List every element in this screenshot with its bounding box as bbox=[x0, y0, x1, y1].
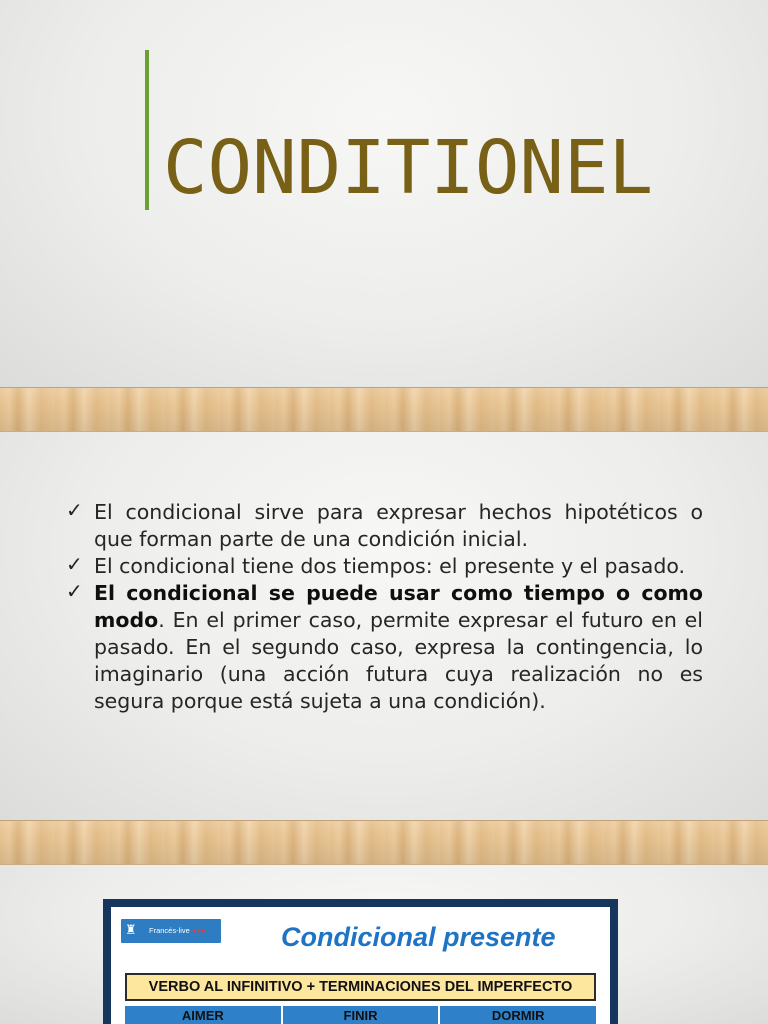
bullet-text: El condicional sirve para expresar hechos hipotéticos o que forman parte de una condición inicial. bbox=[94, 500, 703, 551]
conditional-table-image bbox=[103, 899, 618, 1024]
verb-header-row bbox=[125, 1006, 596, 1024]
verb-header: DORMIR bbox=[440, 1006, 596, 1024]
checkmark-icon: ✓ bbox=[66, 552, 83, 576]
slide-title-text: CONDITIONEL bbox=[163, 125, 654, 211]
bullet-item bbox=[66, 499, 703, 553]
frances-live-logo bbox=[121, 919, 221, 943]
bullet-item bbox=[66, 553, 703, 580]
slide-image bbox=[0, 865, 768, 1024]
bullet-item bbox=[66, 580, 703, 715]
title-accent-bar bbox=[145, 50, 149, 210]
image-canvas bbox=[111, 907, 610, 1024]
bullet-text: . En el primer caso, permite expresar el futuro en el pasado. En el segundo caso, expresa la contingencia, lo imaginario (una acción futura cuya realización no es segura porque está sujeta a una condición). bbox=[94, 608, 703, 713]
slide-bullets bbox=[0, 432, 768, 820]
image-title: Condicional presente bbox=[281, 922, 556, 952]
wood-divider bbox=[0, 387, 768, 432]
slide-title bbox=[0, 0, 768, 387]
verb-header: FINIR bbox=[283, 1006, 441, 1024]
verb-header: AIMER bbox=[125, 1006, 283, 1024]
bullet-text: El condicional tiene dos tiempos: el presente y el pasado. bbox=[94, 554, 686, 578]
logo-text: Francés-live bbox=[149, 926, 190, 935]
wood-divider bbox=[0, 820, 768, 865]
bullet-bold-text: El condicional se puede usar como tiempo o como modo bbox=[94, 581, 703, 632]
checkmark-icon: ✓ bbox=[66, 498, 83, 522]
formula-box: VERBO AL INFINITIVO + TERMINACIONES DEL IMPERFECTO bbox=[125, 973, 596, 1001]
eiffel-tower-icon: ♜ bbox=[125, 923, 137, 938]
bullet-list bbox=[66, 499, 703, 715]
logo-dots: ●●● bbox=[191, 926, 206, 935]
checkmark-icon: ✓ bbox=[66, 579, 83, 603]
